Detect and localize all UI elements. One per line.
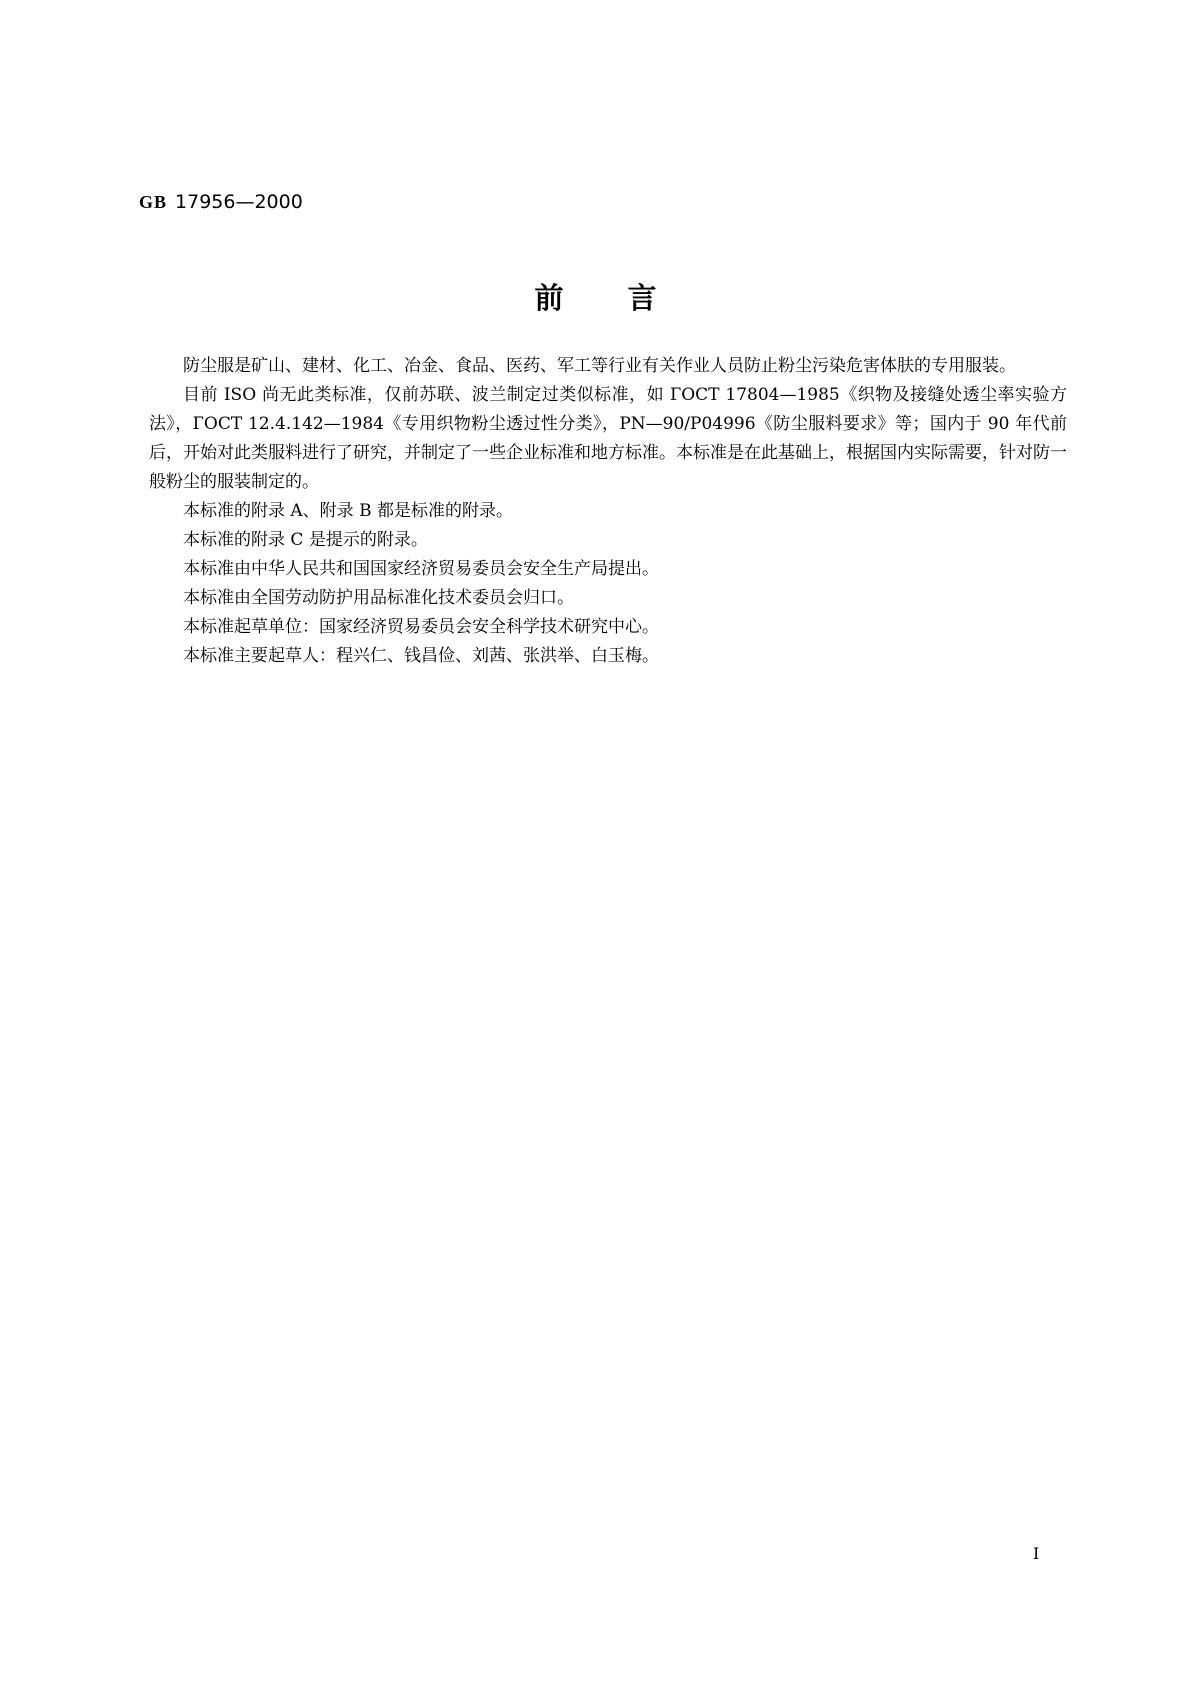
paragraph: 目前 ISO 尚无此类标准，仅前苏联、波兰制定过类似标准，如 ГОСТ 17804—1985《织物及接缝处透尘率实验方法》，ГОСТ 12.4.142—1984《专用织物粉尘透过性分类》，PN—90/P04996《防尘服料要求》等；国内于 90 年代前后，开始对此类服料进行了研究，并制定了一些企业标准和地方标准。本标准是在此基础上，根据国内实际需要，针对防一般粉尘的服装制定的。	[149, 385, 1067, 492]
paragraph: 本标准的附录 A、附录 B 都是标准的附录。	[183, 501, 513, 521]
preface-body	[149, 352, 1067, 671]
paragraph: 防尘服是矿山、建材、化工、冶金、食品、医药、军工等行业有关作业人员防止粉尘污染危害体肤的专用服装。	[183, 356, 1016, 376]
paragraph: 本标准的附录 C 是提示的附录。	[183, 530, 428, 550]
paragraph: 本标准由全国劳动防护用品标准化技术委员会归口。	[183, 588, 574, 608]
standard-number: 17956—2000	[175, 191, 303, 213]
standard-prefix: GB	[139, 192, 168, 212]
page-number: I	[1033, 1544, 1040, 1563]
paragraph: 本标准起草单位：国家经济贸易委员会安全科学技术研究中心。	[183, 617, 659, 637]
paragraph: 本标准由中华人民共和国国家经济贸易委员会安全生产局提出。	[183, 559, 659, 579]
document-header	[139, 190, 303, 214]
page-title: 前言	[534, 281, 721, 315]
paragraph: 本标准主要起草人：程兴仁、钱昌俭、刘茜、张洪举、白玉梅。	[183, 646, 659, 666]
